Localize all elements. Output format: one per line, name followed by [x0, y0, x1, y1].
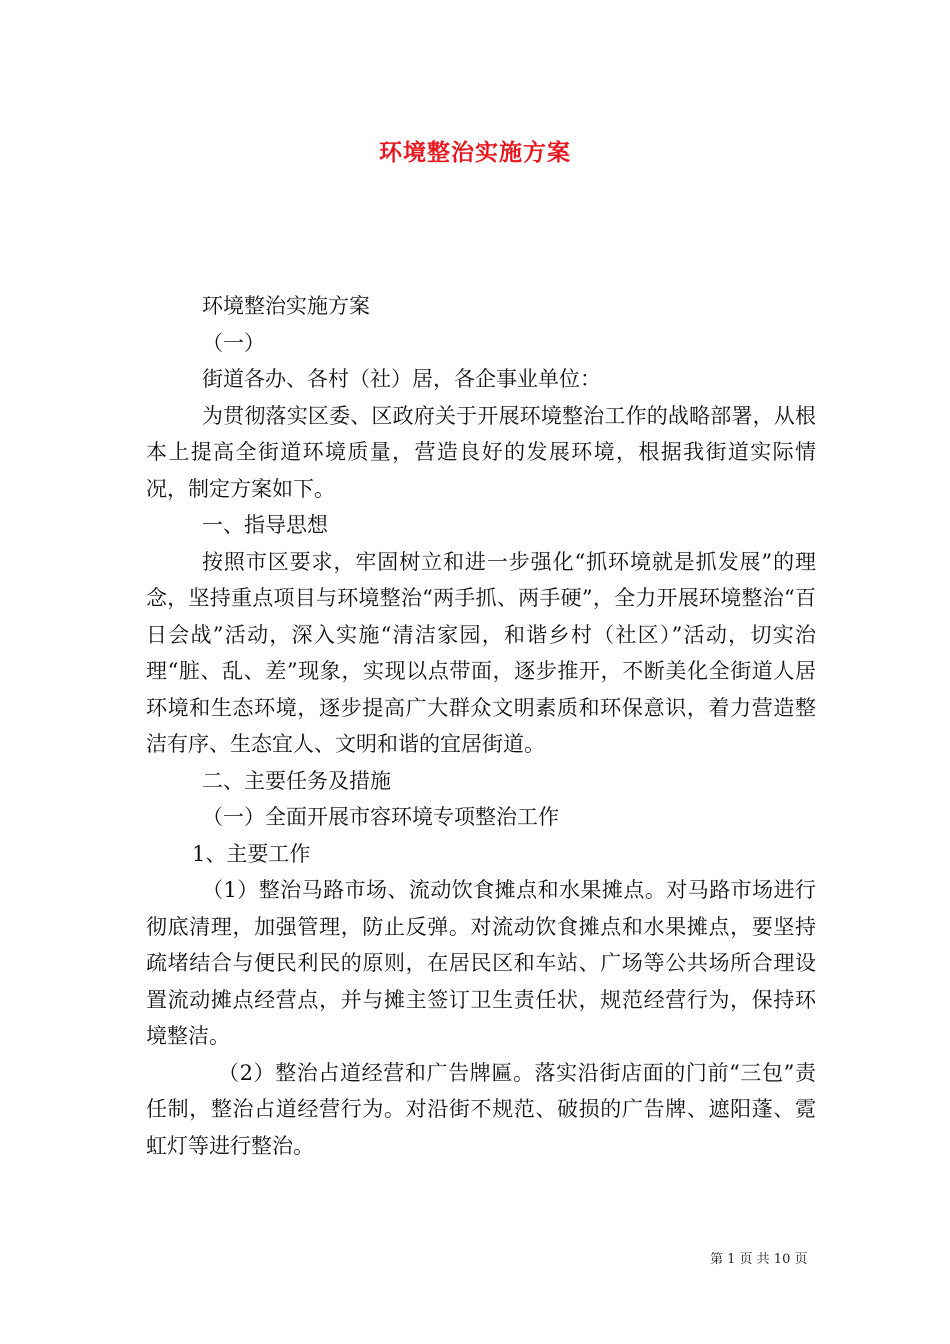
paragraph-intro: 为贯彻落实区委、区政府关于开展环境整治工作的战略部署，从根本上提高全街道环境质量，营造良好的发展环境，根据我街道实际情况，制定方案如下。 — [146, 403, 816, 501]
paragraph-item-1: （1）整治马路市场、流动饮食摊点和水果摊点。对马路市场进行彻底清理，加强管理，防止反弹。对流动饮食摊点和水果摊点，要坚持疏堵结合与便民利民的原则，在居民区和车站、广场等公共场所合理设置流动摊点经营点，并与摊主签订卫生责任状，规范经营行为，保持环境整洁。 — [146, 878, 816, 1048]
document-body — [146, 288, 816, 1164]
paragraph-item-2: （2）整治占道经营和广告牌匾。落实沿街店面的门前“三包”责任制，整治占道经营行为。对沿街不规范、破损的广告牌、遮阳蓬、霓虹灯等进行整治。 — [146, 1060, 816, 1158]
section-heading-1: 一、指导思想 — [202, 513, 328, 537]
paragraph-addressee: 街道各办、各村（社）居，各企事业单位： — [202, 367, 601, 391]
page-footer: 第 1 页 共 10 页 — [710, 1252, 808, 1267]
subsection-heading: （一）全面开展市容环境专项整治工作 — [202, 805, 559, 829]
paragraph-number: （一） — [202, 330, 265, 355]
section-heading-2: 二、主要任务及措施 — [202, 768, 391, 793]
paragraph-heading: 环境整治实施方案 — [202, 294, 370, 318]
item-heading: 1、主要工作 — [192, 841, 311, 866]
document-title: 环境整治实施方案 — [379, 139, 571, 166]
paragraph-guiding-thought: 按照市区要求，牢固树立和进一步强化“抓环境就是抓发展”的理念，坚持重点项目与环境整治“两手抓、两手硬”，全力开展环境整治“百日会战”活动，深入实施“清洁家园，和谐乡村（社区）”活动，切实治理“脏、乱、差”现象，实现以点带面，逐步推开，不断美化全街道人居环境和生态环境，逐步提高广大群众文明素质和环保意识，着力营造整洁有序、生态宜人、文明和谐的宜居街道。 — [146, 549, 816, 756]
